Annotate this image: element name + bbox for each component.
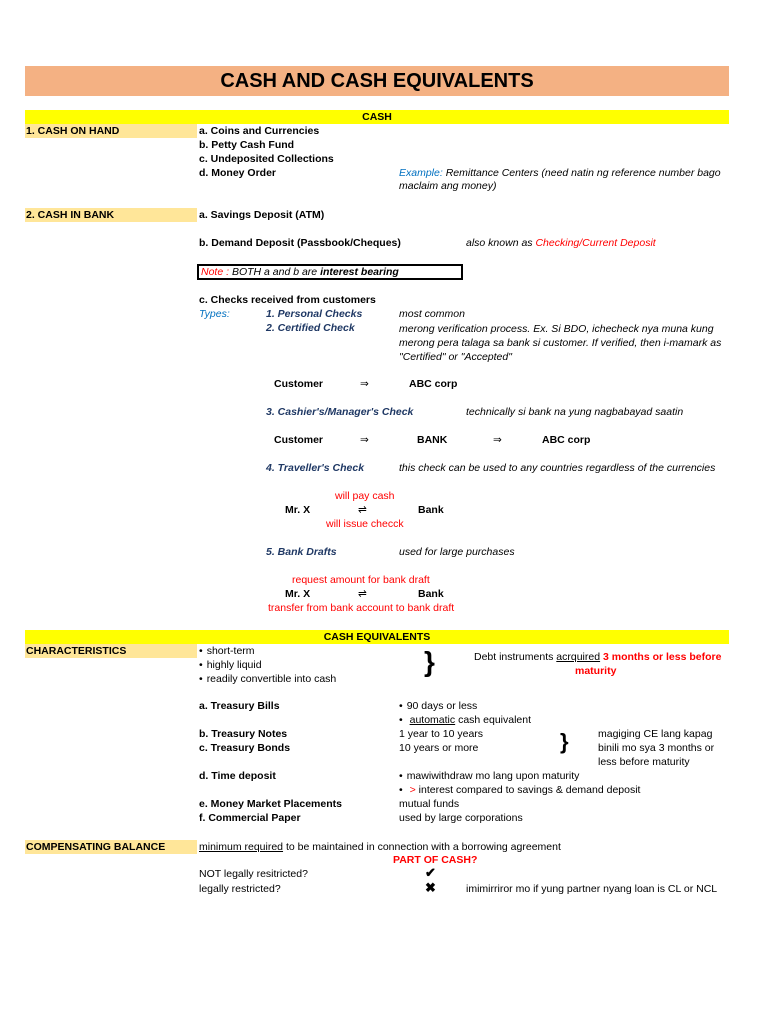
- td-bullet-withdraw: • mawiwithdraw mo lang upon maturity: [399, 770, 579, 783]
- note-label: Note :: [201, 266, 230, 278]
- cash-in-bank-label: 2. CASH IN BANK: [25, 208, 197, 222]
- flow2-mid: BANK: [417, 434, 448, 446]
- flow2-arrow1: ⇒: [360, 434, 369, 446]
- example-note: [399, 167, 729, 193]
- aka-note: [466, 237, 656, 250]
- coh-item-undeposited: c. Undeposited Collections: [199, 153, 334, 165]
- page-title: CASH AND CASH EQUIVALENTS: [25, 66, 729, 96]
- commercial-paper-desc: used by large corporations: [399, 812, 523, 824]
- treasury-bonds: c. Treasury Bonds: [199, 742, 291, 754]
- td-interest-text: interest compared to savings & demand deposit: [418, 784, 641, 796]
- check-icon: ✔: [425, 865, 436, 880]
- characteristic-liquid: • highly liquid: [199, 659, 262, 672]
- compensating-desc: [199, 841, 561, 854]
- money-market: e. Money Market Placements: [199, 798, 342, 810]
- flow2-arrow2: ⇒: [493, 434, 502, 446]
- coh-item-petty: b. Petty Cash Fund: [199, 139, 295, 151]
- tb-bullet-automatic: [399, 714, 531, 727]
- treasury-bills: a. Treasury Bills: [199, 700, 280, 712]
- treasury-notes: b. Treasury Notes: [199, 728, 288, 740]
- td-bullet-interest: [399, 784, 640, 797]
- treasury-brace: }: [560, 729, 569, 754]
- debt-red: 3 months or less before: [603, 651, 722, 663]
- certified-check: 2. Certified Check: [266, 322, 355, 334]
- savings-deposit: a. Savings Deposit (ATM): [199, 209, 325, 221]
- compensating-balance-label: COMPENSATING BALANCE: [25, 840, 197, 854]
- demand-deposit: b. Demand Deposit (Passbook/Cheques): [199, 237, 401, 249]
- flow3-bottom: will issue checck: [326, 518, 404, 530]
- debt-instruments-line1: [474, 651, 721, 664]
- flow2-to: ABC corp: [542, 434, 591, 446]
- cross-icon: ✖: [425, 880, 436, 895]
- flow3-to: Bank: [418, 504, 444, 516]
- cashiers-check: 3. Cashier's/Manager's Check: [266, 406, 414, 418]
- coh-item-coins: a. Coins and Currencies: [199, 125, 320, 137]
- flow2-from: Customer: [274, 434, 324, 446]
- flow4-to: Bank: [418, 588, 444, 600]
- example-text: Remittance Centers (need natin ng reference number bago maclaim ang money): [399, 167, 721, 192]
- debt-acquired: acrquired: [556, 651, 601, 663]
- tb-automatic-rest: cash equivalent: [458, 714, 532, 726]
- cash-equivalents-header: CASH EQUIVALENTS: [25, 630, 729, 644]
- debt-maturity: maturity: [575, 665, 617, 677]
- flow3-from: Mr. X: [285, 504, 311, 516]
- part-of-cash-question: PART OF CASH?: [393, 854, 478, 866]
- flow4-arrow: ⇌: [358, 588, 367, 600]
- tb-automatic: automatic: [409, 714, 456, 726]
- personal-checks: 1. Personal Checks: [266, 308, 363, 320]
- money-market-desc: mutual funds: [399, 798, 460, 810]
- example-prefix: Example:: [399, 167, 443, 179]
- debt-prefix: Debt instruments: [474, 651, 554, 663]
- aka-value: Checking/Current Deposit: [535, 237, 656, 249]
- note-bold: interest bearing: [320, 266, 399, 278]
- flow1-to: ABC corp: [409, 378, 458, 390]
- characteristics-label: CHARACTERISTICS: [25, 644, 197, 658]
- td-gt: >: [409, 784, 416, 796]
- flow1-from: Customer: [274, 378, 324, 390]
- treasury-notes-desc: 1 year to 10 years: [399, 728, 484, 740]
- aka-prefix: also known as: [466, 237, 533, 249]
- characteristic-short-term: • short-term: [199, 645, 255, 658]
- flow3-arrow: ⇌: [358, 504, 367, 516]
- travellers-check: 4. Traveller's Check: [266, 462, 365, 474]
- tb-bullet-90-days: • 90 days or less: [399, 700, 477, 713]
- commercial-paper: f. Commercial Paper: [199, 812, 301, 824]
- time-deposit: d. Time deposit: [199, 770, 276, 782]
- certified-check-desc: merong verification process. Ex. Si BDO, ichecheck nya muna kung merong pera talaga sa bank si customer. If verified, then i-mamark as "Certified" or "Accepted": [399, 323, 722, 363]
- cash-section-header: CASH: [25, 110, 729, 124]
- cash-on-hand-label: 1. CASH ON HAND: [25, 124, 197, 138]
- treasury-bonds-desc: 10 years or more: [399, 742, 479, 754]
- flow4-bottom: transfer from bank account to bank draft: [268, 602, 455, 614]
- characteristics-brace: }: [424, 646, 435, 677]
- ce-note: magiging CE lang kapag binili mo sya 3 months or less before maturity: [598, 728, 715, 768]
- flow1-arrow: ⇒: [360, 378, 369, 390]
- not-restricted: NOT legally resitricted?: [199, 868, 308, 880]
- flow4-top: request amount for bank draft: [292, 574, 430, 586]
- characteristic-convertible: • readily convertible into cash: [199, 673, 336, 686]
- cashiers-check-desc: technically si bank na yung nagbabayad saatin: [466, 406, 684, 418]
- restricted-note: imimirriror mo if yung partner nyang loan is CL or NCL: [466, 883, 718, 895]
- restricted: legally restricted?: [199, 883, 281, 895]
- note-text: BOTH a and b are: [231, 266, 318, 278]
- types-label: Types:: [199, 308, 230, 320]
- compensating-rest: to be maintained in connection with a borrowing agreement: [285, 841, 561, 853]
- travellers-check-desc: this check can be used to any countries regardless of the currencies: [399, 462, 716, 474]
- flow4-from: Mr. X: [285, 588, 311, 600]
- flow3-top: will pay cash: [335, 490, 395, 502]
- interest-note-box: [197, 264, 463, 280]
- compensating-min: minimum required: [199, 841, 284, 853]
- coh-item-money-order: d. Money Order: [199, 167, 277, 179]
- bank-drafts: 5. Bank Drafts: [266, 546, 337, 558]
- personal-checks-desc: most common: [399, 308, 465, 320]
- checks-heading: c. Checks received from customers: [199, 294, 376, 306]
- bank-drafts-desc: used for large purchases: [399, 546, 515, 558]
